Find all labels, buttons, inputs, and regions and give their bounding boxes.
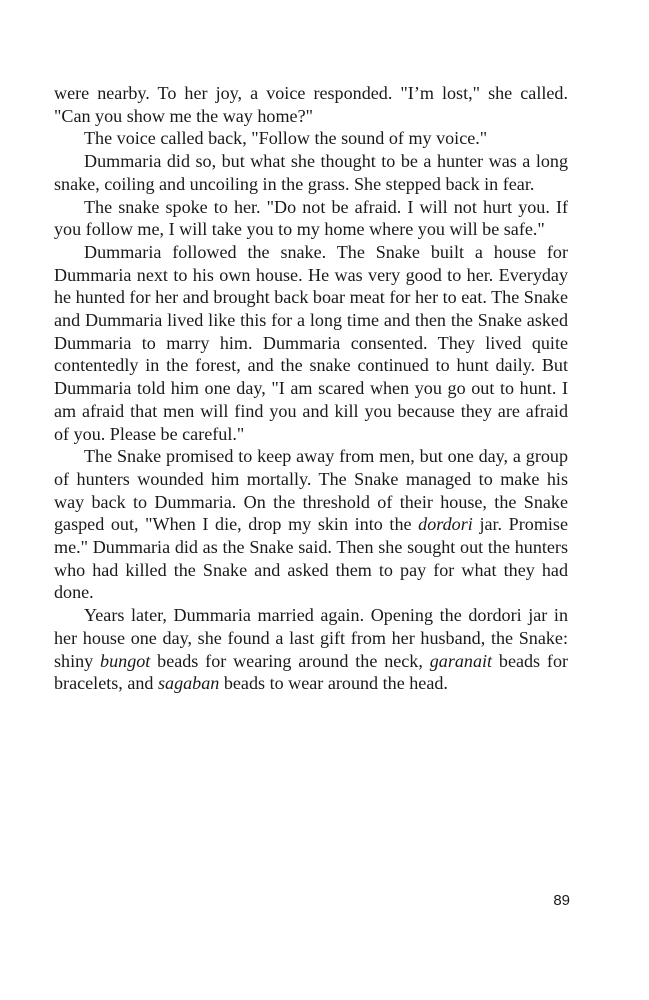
italic-term: sagaban <box>158 673 220 694</box>
paragraph <box>54 445 568 604</box>
italic-term: dordori <box>418 514 473 535</box>
paragraph <box>54 196 568 241</box>
text-run: Dummaria followed the snake. The Snake built a house for Dummaria next to his own house. He was very good to her. Everyday he hunted for her and brought back boar meat for her to eat. The Snake and Dummaria lived like this for a long time and then the Snake asked Dummaria to marry him. Dummaria consented. They lived quite contentedly in the forest, and the snake continued to hunt daily. But Dummaria told him one day, "I am scared when you go out to hunt. I am afraid that men will find you and kill you because they are afraid of you. Please be careful." <box>54 241 568 444</box>
paragraph <box>54 604 568 695</box>
text-run: Dummaria did so, but what she thought to be a hunter was a long snake, coiling and uncoiling in the grass. She stepped back in fear. <box>54 151 568 194</box>
paragraph <box>54 150 568 195</box>
text-run: The Snake promised to keep away from men, but one day, a group of hunters wounded him mortally. The Snake managed to make his way back to Dummaria. On the threshold of their house, the Snake gasped out, "When I die, drop my skin into the <box>54 446 568 535</box>
text-run: The snake spoke to her. "Do not be afraid. I will not hurt you. If you follow me, I will take you to my home where you will be safe." <box>54 196 568 240</box>
paragraph-continued <box>54 82 568 127</box>
text-run: beads to wear around the head. <box>219 673 448 694</box>
italic-term: garanait <box>429 650 493 671</box>
text-run: beads for bracelets, and <box>54 650 569 694</box>
story-text <box>54 82 568 695</box>
text-run: Years later, Dummaria married again. Opening the dordori jar in her house one day, she found a last gift from her husband, the Snake: shiny <box>54 605 568 671</box>
italic-term: bungot <box>100 650 151 671</box>
paragraph <box>54 127 568 150</box>
text-run: were nearby. To her joy, a voice responded. "I’m lost," she called. "Can you show me the way home?" <box>54 83 568 126</box>
text-run: beads for wearing around the neck, <box>150 650 430 671</box>
text-run: The voice called back, "Follow the sound of my voice." <box>84 128 488 149</box>
page-number: 89 <box>553 892 570 909</box>
paragraph <box>54 241 568 445</box>
text-run: jar. Promise me." Dummaria did as the Snake said. Then she sought out the hunters who had killed the Snake and asked them to pay for what they had done. <box>54 514 568 603</box>
